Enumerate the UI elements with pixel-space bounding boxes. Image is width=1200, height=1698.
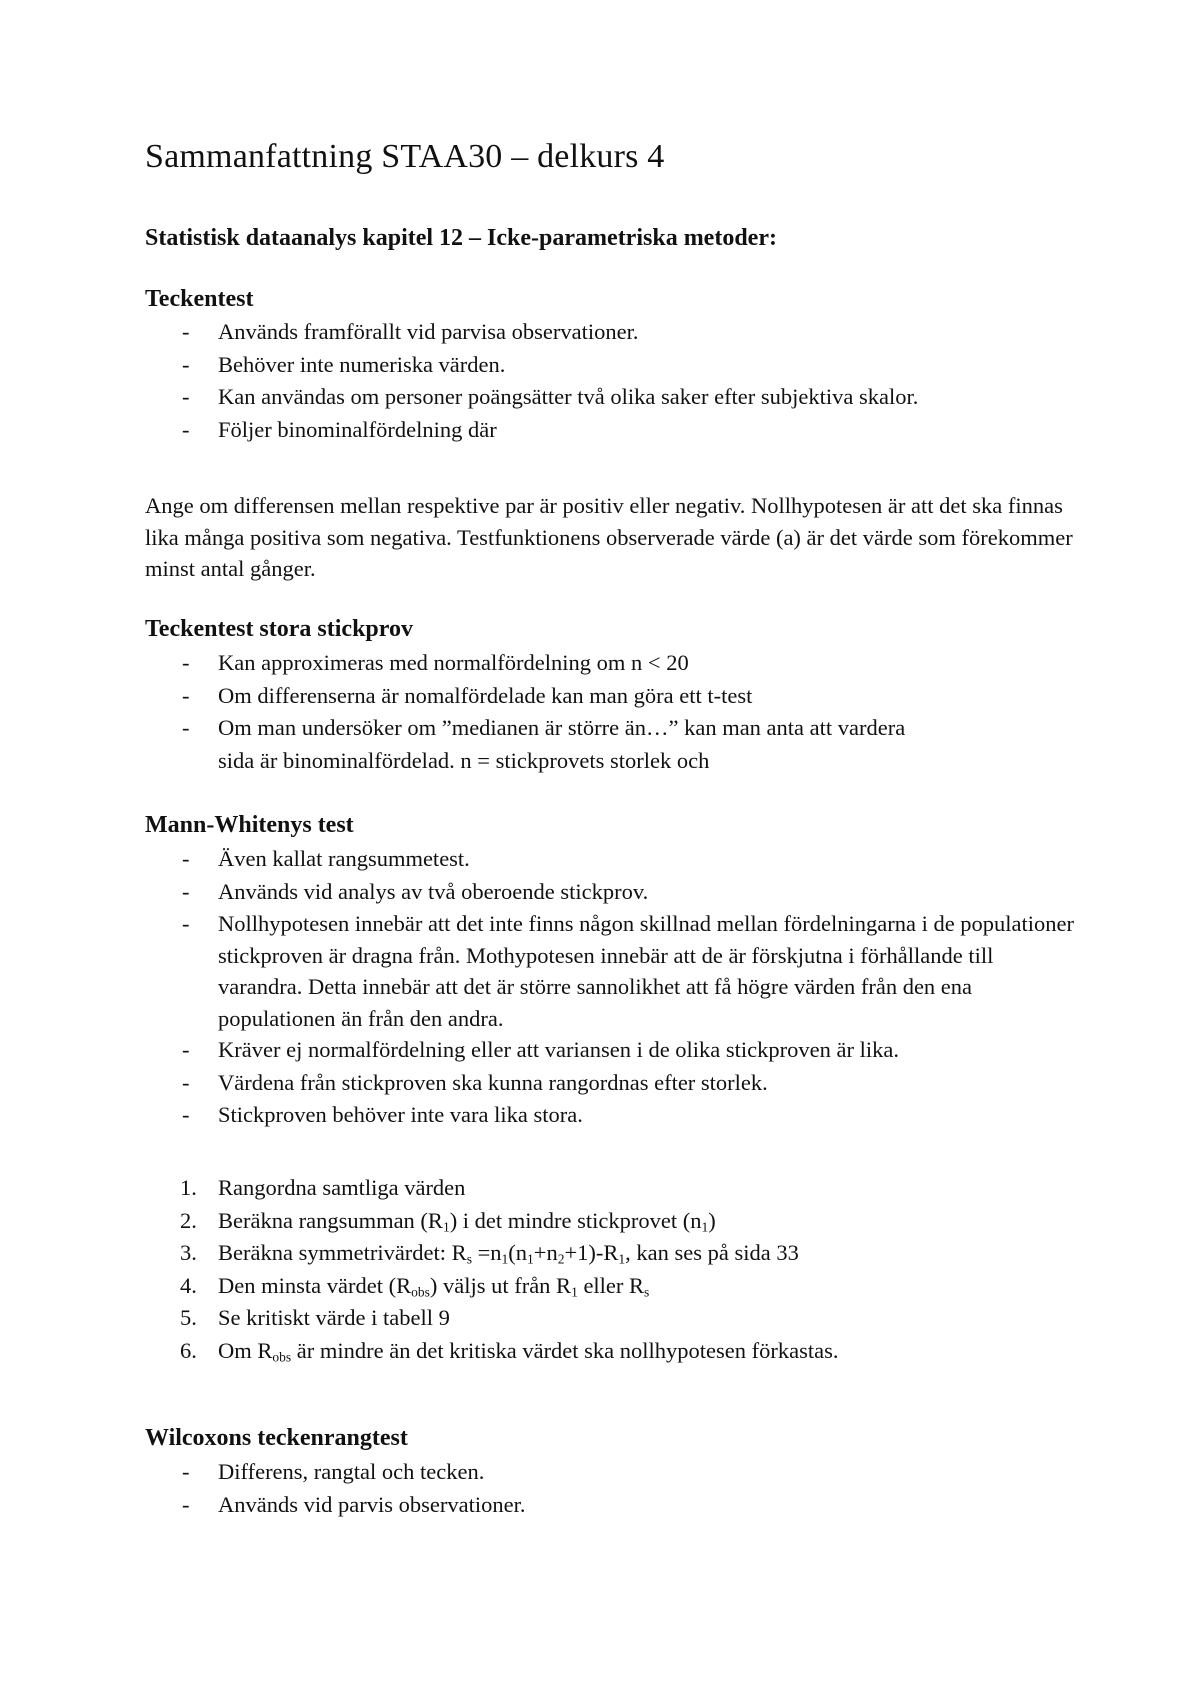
dash-bullet: - — [182, 878, 190, 904]
list-item: - Differens, rangtal och tecken. — [145, 1456, 1075, 1489]
subscript: s — [644, 1283, 650, 1299]
step-text: Beräkna rangsumman (R — [218, 1207, 443, 1233]
list-item: - Om man undersöker om ”medianen är större än…” kan man anta att vardera sida är binominalfördelad. n = stickprovets storlek och — [145, 712, 1075, 777]
subscript: 1 — [701, 1218, 709, 1234]
wilcoxon-list — [145, 1456, 1075, 1521]
dash-bullet: - — [182, 1491, 190, 1517]
step-item — [145, 1302, 1075, 1335]
step-item — [145, 1270, 1075, 1303]
dash-bullet: - — [182, 650, 190, 675]
dash-bullet: - — [182, 846, 190, 871]
list-item: - Behöver inte numeriska värden. — [145, 349, 1075, 382]
section-heading-stora-stickprov: Teckentest stora stickprov — [145, 616, 413, 642]
dash-bullet: - — [182, 1069, 190, 1095]
dash-bullet: - — [182, 715, 190, 740]
list-item: - Följer binominalfördelning där — [145, 414, 1075, 447]
step-item — [145, 1237, 1075, 1270]
step-text: Om R — [218, 1337, 273, 1363]
list-item: - Om differenserna är nomalfördelade kan man göra ett t-test — [145, 680, 1075, 713]
step-text: är mindre än det kritiska värdet ska nollhypotesen förkastas. — [291, 1337, 839, 1363]
list-item: - Även kallat rangsummetest. — [145, 843, 1075, 876]
step-number: 2. — [180, 1207, 197, 1233]
dash-bullet: - — [182, 911, 190, 936]
step-text: =n — [471, 1240, 502, 1265]
section-heading-wilcoxon: Wilcoxons teckenrangtest — [145, 1425, 408, 1451]
step-text: ) i det mindre stickprovet (n — [449, 1207, 702, 1233]
mann-whitney-steps — [145, 1172, 1075, 1367]
step-number: 6. — [180, 1337, 197, 1363]
step-text: Rangordna samtliga värden — [218, 1175, 466, 1200]
subscript: 2 — [557, 1251, 565, 1267]
step-number: 4. — [180, 1272, 197, 1298]
step-text: (n — [508, 1240, 528, 1265]
dash-bullet: - — [182, 319, 190, 344]
step-text: Den minsta värdet (R — [218, 1272, 412, 1298]
list-item: - Används vid analys av två oberoende stickprov. — [145, 876, 1075, 909]
subscript: 1 — [442, 1218, 450, 1234]
subscript: s — [466, 1251, 472, 1267]
subscript: obs — [411, 1283, 430, 1299]
list-item: - Stickproven behöver inte vara lika stora. — [145, 1099, 1075, 1132]
dash-bullet: - — [182, 682, 190, 708]
stora-stickprov-list — [145, 647, 1075, 777]
mann-whitney-list — [145, 843, 1075, 1132]
list-item: - Kan approximeras med normalfördelning om n < 20 — [145, 647, 1075, 680]
step-text: Se kritiskt värde i tabell 9 — [218, 1305, 450, 1330]
list-item: - Används vid parvis observationer. — [145, 1489, 1075, 1522]
subscript: obs — [272, 1348, 292, 1364]
step-text: ) — [708, 1207, 716, 1233]
step-number: 3. — [180, 1240, 197, 1265]
dash-bullet: - — [182, 351, 190, 377]
teckentest-list — [145, 316, 1075, 446]
step-item — [145, 1205, 1075, 1238]
dash-bullet: - — [182, 1037, 190, 1062]
document-title: Sammanfattning STAA30 – delkurs 4 — [145, 138, 665, 175]
list-item: - Används framförallt vid parvisa observationer. — [145, 316, 1075, 349]
dash-bullet: - — [182, 1102, 190, 1127]
dash-bullet: - — [182, 384, 190, 409]
step-text: +n — [533, 1240, 558, 1265]
list-item: - Kräver ej normalfördelning eller att variansen i de olika stickproven är lika. — [145, 1034, 1075, 1067]
subscript: 1 — [618, 1251, 626, 1267]
step-text: +1)-R — [564, 1240, 619, 1265]
dash-bullet: - — [182, 416, 190, 442]
subscript: 1 — [501, 1251, 509, 1267]
step-text: ) väljs ut från R — [429, 1272, 572, 1298]
section-heading-mann-whitney: Mann-Whitenys test — [145, 812, 354, 838]
step-number: 5. — [180, 1305, 197, 1330]
list-item: - Nollhypotesen innebär att det inte finns någon skillnad mellan fördelningarna i de populationer stickproven är dragna från. Mothypotesen innebär att de är förskjutna i förhållande till varandra. Detta innebär att det är större sannolikhet att få högre värden från den ena populationen än från den andra. — [145, 908, 1075, 1034]
list-item: - Kan användas om personer poängsätter två olika saker efter subjektiva skalor. — [145, 381, 1075, 414]
step-text: eller R — [577, 1272, 645, 1298]
step-text: , kan ses på sida 33 — [625, 1240, 799, 1265]
step-item — [145, 1335, 1075, 1368]
step-item — [145, 1172, 1075, 1205]
step-text: Beräkna symmetrivärdet: R — [218, 1240, 467, 1265]
subscript: 1 — [527, 1251, 534, 1267]
step-number: 1. — [180, 1175, 197, 1200]
teckentest-paragraph: Ange om differensen mellan respektive par är positiv eller negativ. Nollhypotesen är att det ska finnas lika många positiva som negativa. Testfunktionens observerade värde (a) är det värde som förekommer minst antal gånger. — [145, 493, 1073, 581]
dash-bullet: - — [182, 1459, 190, 1484]
subscript: 1 — [571, 1283, 578, 1299]
list-item: - Värdena från stickproven ska kunna rangordnas efter storlek. — [145, 1067, 1075, 1100]
chapter-heading: Statistisk dataanalys kapitel 12 – Icke-parametriska metoder: — [145, 225, 777, 251]
section-heading-teckentest: Teckentest — [145, 286, 254, 312]
